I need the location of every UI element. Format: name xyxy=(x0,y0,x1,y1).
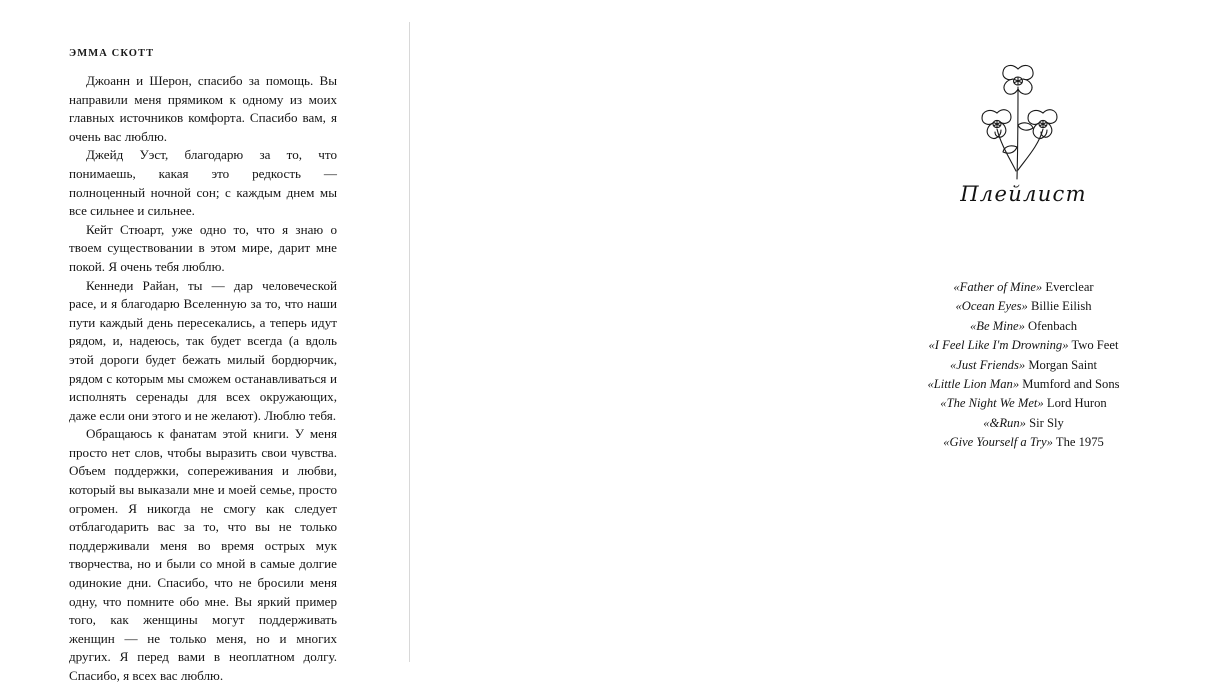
track-artist: Ofenbach xyxy=(1028,318,1077,333)
right-page xyxy=(409,0,1120,675)
track-artist: Lord Huron xyxy=(1046,396,1107,411)
track-title: «Be Mine» xyxy=(969,318,1025,333)
paragraph: Джейд Уэст, благодарю за то, что понимаешь, какая это редкость — полноценный ночной сон; с каждым днем мы все сильнее и сильнее. xyxy=(69,147,337,219)
track-title: «The Night We Met» xyxy=(940,396,1044,411)
list-item xyxy=(819,375,1228,394)
track-artist: Mumford and Sons xyxy=(1022,377,1120,392)
track-artist: Morgan Saint xyxy=(1028,357,1098,372)
list-item xyxy=(819,414,1228,433)
list-item xyxy=(819,394,1228,413)
paragraph: Кеннеди Райан, ты — дар человеческой расе, и я благодарю Вселенную за то, что наши пути каждый день пересекались, а теперь идут рядом, и, надеюсь, так будет всегда (а вдоль этой дороги будет бежать милый бордюрчик, рядом с которым мы сможем останавливаться и исполнять серенады для всех окружающих, даже если они этого и не желают). Люблю тебя. xyxy=(69,277,337,423)
running-head-author: ЭММА СКОТТ xyxy=(69,48,155,59)
list-item xyxy=(819,297,1228,316)
playlist-track-list xyxy=(819,278,1228,453)
paragraph: Джоанн и Шерон, спасибо за помощь. Вы направили меня прямиком к одному из моих главных источников комфорта. Спасибо вам, я очень вас люблю. xyxy=(69,73,337,144)
track-title: «&Run» xyxy=(983,415,1026,430)
list-item xyxy=(819,336,1228,355)
track-title: «Give Yourself a Try» xyxy=(943,435,1053,450)
list-item xyxy=(819,356,1228,375)
acknowledgements-body xyxy=(69,72,337,686)
track-artist: Everclear xyxy=(1045,280,1094,294)
poppy-flowers-line-art-icon xyxy=(955,55,1081,185)
list-item xyxy=(819,278,1228,297)
track-title: «Ocean Eyes» xyxy=(955,299,1028,314)
list-item xyxy=(819,433,1228,452)
track-title: «Just Friends» xyxy=(949,357,1026,372)
track-artist: Billie Eilish xyxy=(1031,299,1092,314)
track-artist: The 1975 xyxy=(1055,435,1104,450)
list-item xyxy=(819,317,1228,336)
paragraph: Кейт Стюарт, уже одно то, что я знаю о твоем существовании в этом мире, дарит мне покой. Я очень тебя люблю. xyxy=(69,221,337,274)
left-page xyxy=(0,0,409,683)
playlist-title: Плейлист xyxy=(960,182,1087,206)
track-title: «Father of Mine» xyxy=(953,280,1043,294)
track-title: «Little Lion Man» xyxy=(927,377,1020,392)
track-artist: Sir Sly xyxy=(1029,415,1064,430)
track-artist: Two Feet xyxy=(1071,338,1119,353)
track-title: «I Feel Like I'm Drowning» xyxy=(928,338,1069,353)
paragraph: Обращаюсь к фанатам этой книги. У меня просто нет слов, чтобы выразить свои чувства. Объем поддержки, сопереживания и любви, который вы выказали мне и моей семье, просто огромен. Я никогда не смогу как следует отблагодарить вас за то, что вы не только поддерживали меня во время острых мук творчества, но и были со мной в самые долгие одинокие дни. Спасибо, что не бросили меня одну, что помните обо мне. Вы яркий пример того, как женщины могут поддерживать женщин — не только меня, но и многих других. Я перед вами в неоплатном долгу. Спасибо, я всех вас люблю. xyxy=(69,426,337,683)
